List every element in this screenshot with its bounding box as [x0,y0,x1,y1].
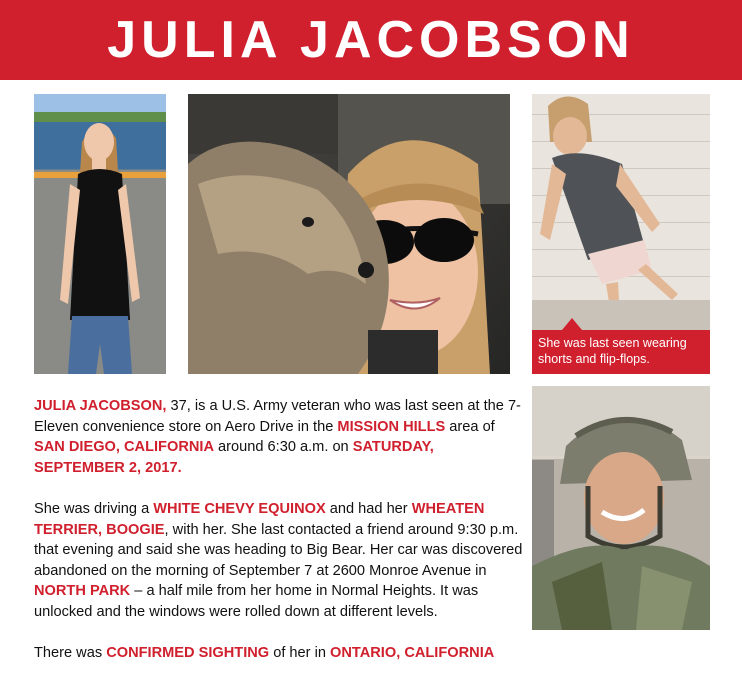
text-segment: and had her [325,501,412,517]
paragraph-3 [34,643,524,664]
location-highlight: NORTH PARK [34,583,131,599]
name-highlight: JULIA JACOBSON, [34,398,167,414]
text-segment: – a half mile from her home in Normal Heights. It was unlocked and the windows were rolled down at different levels. [34,583,479,620]
photo-caption-text: She was last seen wearing shorts and flip-flops. [538,336,687,366]
text-segment: She was driving a [34,501,154,517]
text-segment: 37, is a U.S. Army veteran who was last seen at the 7-Eleven convenience store on Aero Drive in the [34,398,521,435]
photo-full-body [34,94,166,374]
text-segment: , with her. She last contacted a friend around 9:30 p.m. that evening and said she was heading to Big Bear. Her car was discovered abandoned on the morning of September 7 at 2600 Monroe Avenue in [34,521,523,579]
photo-full-body-illustration [34,94,166,374]
photo-selfie-with-dog [188,94,510,374]
photo-army-uniform-illustration [532,386,710,630]
photo-surveillance-illustration [532,94,710,330]
photo-caption [532,330,710,374]
photo-selfie-with-dog-illustration [188,94,510,374]
photo-surveillance [532,94,710,330]
paragraph-2 [34,499,524,622]
date-highlight: SATURDAY, SEPTEMBER 2, 2017. [34,439,434,476]
case-description [34,396,524,685]
text-segment: area of [445,418,495,435]
city-highlight: SAN DIEGO, CALIFORNIA [34,439,214,455]
photo-army-uniform [532,386,710,630]
paragraph-1 [34,396,524,478]
text-segment: of her in [269,645,330,661]
text-segment: There was [34,645,107,661]
area-highlight: MISSION HILLS [337,418,446,435]
poster-title: JULIA JACOBSON [107,11,635,69]
dog-highlight: WHEATEN TERRIER, BOOGIE [34,501,485,538]
vehicle-highlight: WHITE CHEVY EQUINOX [153,501,326,517]
poster-header [0,0,742,80]
sighting-highlight: CONFIRMED SIGHTING [106,645,270,661]
sighting-location-highlight: ONTARIO, CALIFORNIA [330,645,495,661]
text-segment: around 6:30 a.m. on [214,439,353,455]
